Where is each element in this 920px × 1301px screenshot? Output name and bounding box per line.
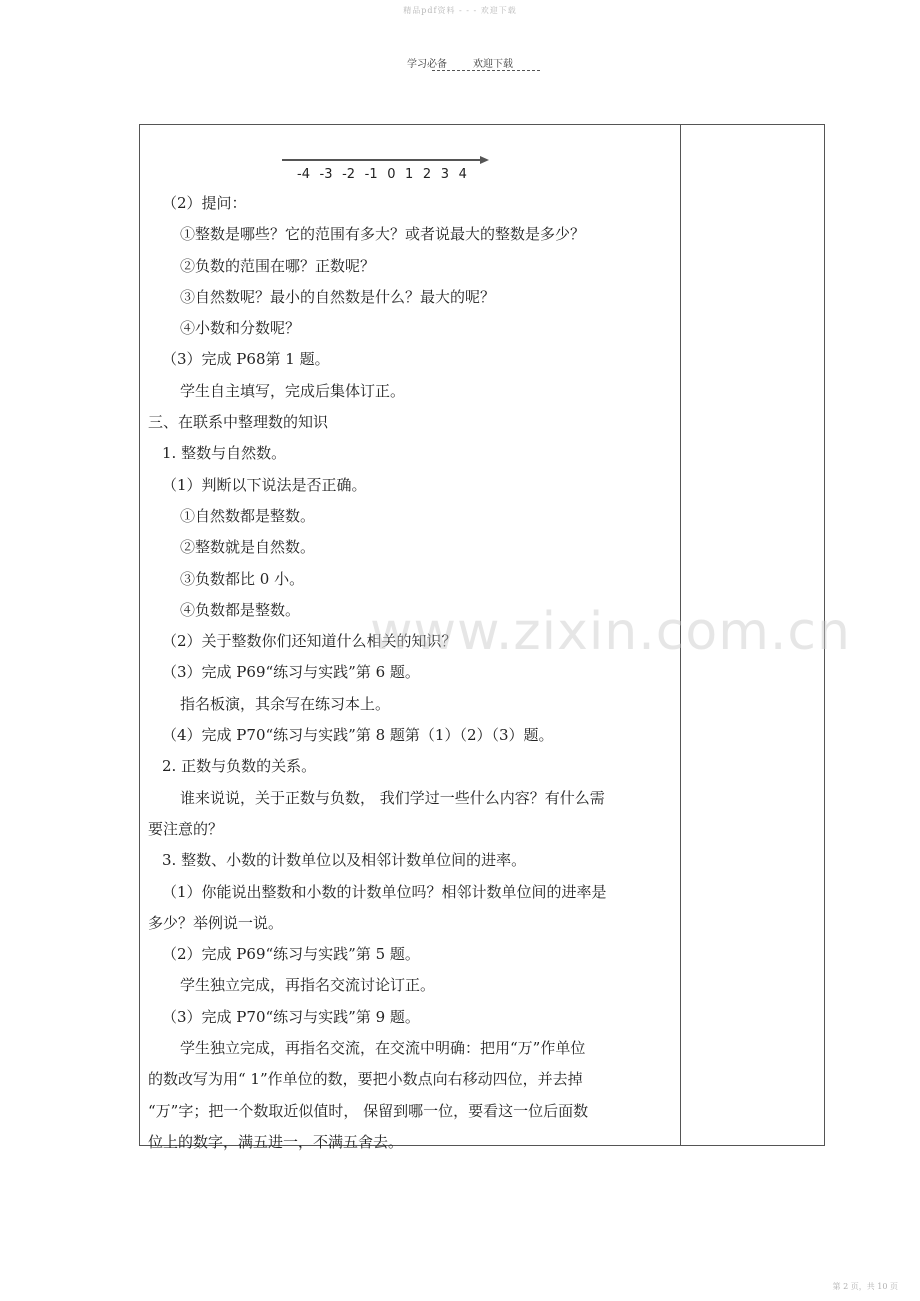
header-divider xyxy=(432,70,540,71)
content-line: 学生自主填写，完成后集体订正。 xyxy=(180,381,406,400)
content-line: 谁来说说，关于正数与负数， 我们学过一些什么内容？有什么需 xyxy=(180,788,605,807)
header-left: 学习必备 xyxy=(407,59,447,70)
number-line-tick: -3 xyxy=(319,167,333,182)
top-banner: 精品pdf资料 - - - 欢迎下载 xyxy=(403,6,517,15)
number-line xyxy=(280,154,490,184)
content-line: ③负数都比 0 小。 xyxy=(180,569,305,588)
content-line: 1. 整数与自然数。 xyxy=(162,444,287,463)
content-line: ①整数是哪些？它的范围有多大？或者说最大的整数是多少？ xyxy=(180,225,586,244)
content-line: ②负数的范围在哪？正数呢？ xyxy=(180,256,376,275)
content-line: ③自然数呢？最小的自然数是什么？最大的呢？ xyxy=(180,287,496,306)
page-footer: 第 2 页，共 10 页 xyxy=(832,1282,898,1291)
content-line: （2）完成 P69“练习与实践”第 5 题。 xyxy=(162,945,420,964)
content-line: 位上的数字，满五进一，不满五舍去。 xyxy=(148,1132,404,1151)
content-line: “万”字；把一个数取近似值时， 保留到哪一位，要看这一位后面数 xyxy=(148,1101,589,1120)
watermark: www.zixin.com.cn xyxy=(370,602,851,662)
number-line-tick: 2 xyxy=(422,167,432,182)
content-line: 学生独立完成，再指名交流，在交流中明确：把用“万”作单位 xyxy=(180,1039,586,1058)
content-line: ②整数就是自然数。 xyxy=(180,538,316,557)
content-line: （2）提问： xyxy=(162,194,247,212)
number-line-tick: 0 xyxy=(387,167,396,182)
content-line: ④负数都是整数。 xyxy=(180,600,301,619)
content-line: 学生独立完成，再指名交流讨论订正。 xyxy=(180,976,436,995)
number-line-axis xyxy=(280,154,490,168)
number-line-tick: 4 xyxy=(458,167,467,182)
content-line: （2）关于整数你们还知道什么相关的知识？ xyxy=(162,632,457,651)
content-line: 的数改写为用“ 1”作单位的数，要把小数点向右移动四位，并去掉 xyxy=(148,1070,583,1089)
page-header xyxy=(0,55,920,70)
content-line: ④小数和分数呢？ xyxy=(180,319,301,338)
content-line: 3. 整数、小数的计数单位以及相邻计数单位间的进率。 xyxy=(162,851,527,870)
content-line: （3）完成 P70“练习与实践”第 9 题。 xyxy=(162,1007,420,1026)
number-line-tick: 1 xyxy=(405,167,414,182)
number-line-tick: -2 xyxy=(342,167,356,182)
content-line: ①自然数都是整数。 xyxy=(180,506,316,525)
content-line: 指名板演，其余写在练习本上。 xyxy=(180,694,391,713)
number-line-tick: 3 xyxy=(440,167,450,182)
lesson-content xyxy=(148,188,668,1158)
content-line: （1）判断以下说法是否正确。 xyxy=(162,475,367,494)
content-line: （1）你能说出整数和小数的计数单位吗？相邻计数单位间的进率是 xyxy=(162,882,607,901)
content-line: 2. 正数与负数的关系。 xyxy=(162,757,317,776)
content-line: （4）完成 P70“练习与实践”第 8 题第（1）（2）（3）题。 xyxy=(162,726,554,745)
content-line: 多少？举例说一说。 xyxy=(148,913,284,932)
content-line: （3）完成 P69“练习与实践”第 6 题。 xyxy=(162,663,420,682)
number-line-ticks xyxy=(297,167,467,182)
number-line-tick: -4 xyxy=(297,167,310,182)
content-line: 三、在联系中整理数的知识 xyxy=(148,413,329,432)
content-line: （3）完成 P68第 1 题。 xyxy=(162,350,330,369)
header-right: 欢迎下载 xyxy=(473,59,513,70)
content-line: 要注意的？ xyxy=(148,819,224,838)
number-line-tick: -1 xyxy=(364,167,378,182)
